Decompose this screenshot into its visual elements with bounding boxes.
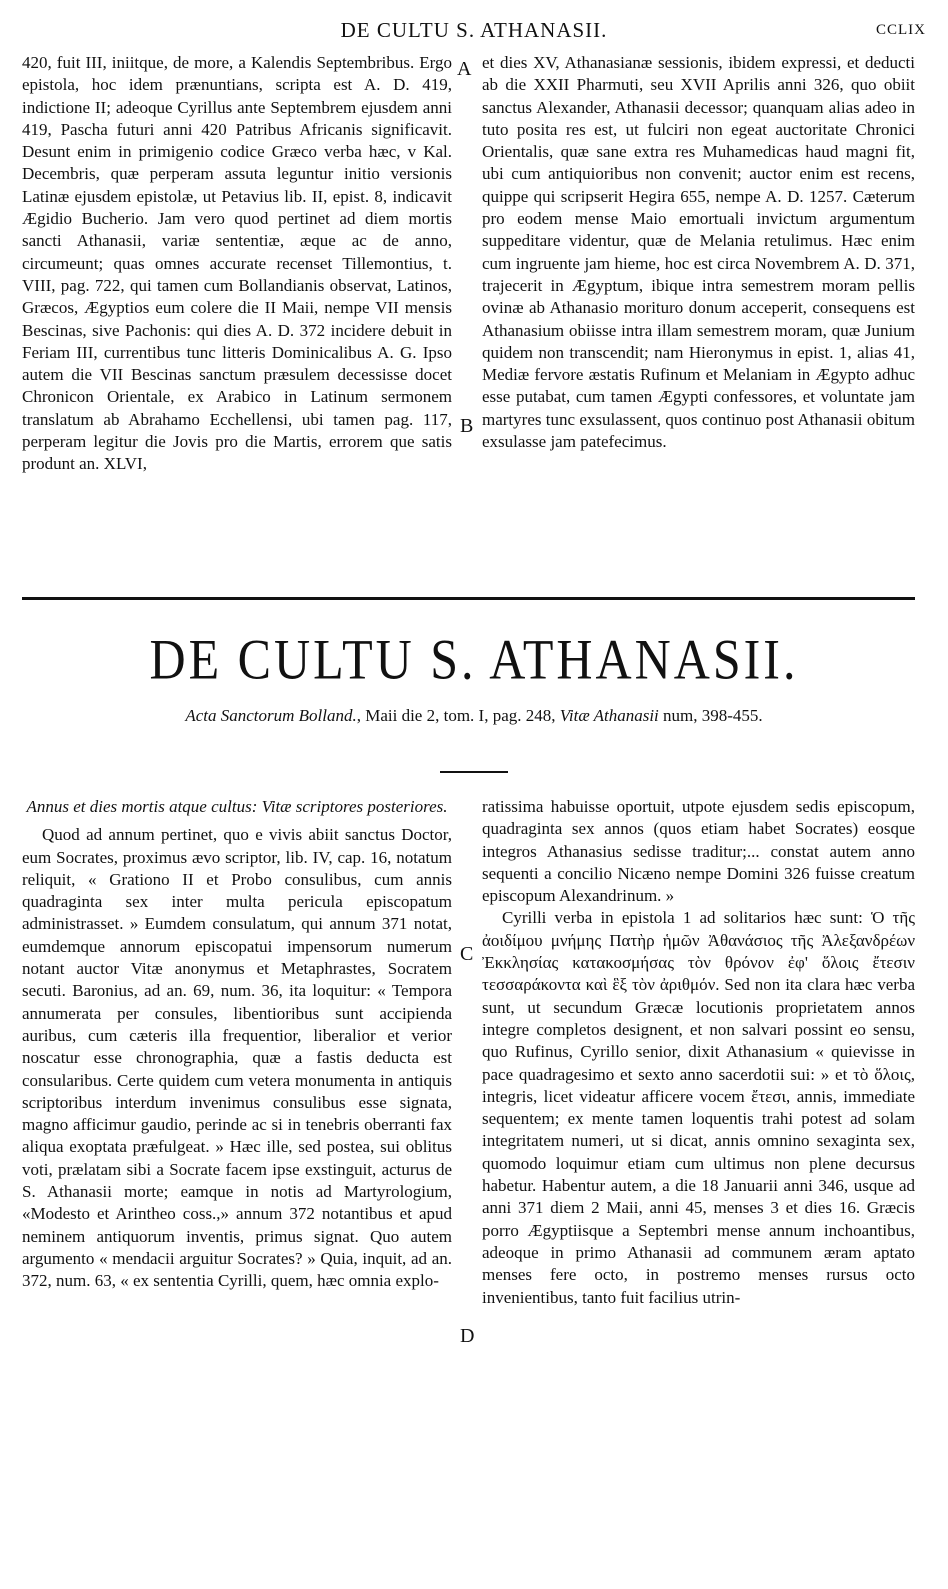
section-subheading: Annus et dies mortis atque cultus: Vitæ scriptores posteriores. <box>26 797 448 816</box>
running-head <box>22 18 926 46</box>
bottom-right-text-1: ratissima habuisse oportuit, utpote ejusdem sedis episcopum, quadraginta sex annos (quos etiam habet Socrates) eosque integros Athanasius sedisse traditur;... constat autem anno sequenti a concilio Nicæno nempe Domini 326 fuisse creatum episcopum Alexandrinum. » <box>482 797 915 906</box>
top-right-text: et dies XV, Athanasianæ sessionis, ibidem expressi, et deducti ab die XXII Pharmuti, seu XVII Aprilis anni 326, quo obiit sanctus Alexander, Athanasii decessor; quanquam alias adeo in tuto posita res est, ut fulciri non egeat auctoritate Chronici Orientalis, quæ sane extra res Muhamedicas haud magni fit, ubi cum antiquioribus non convenit; auctor enim est recens, quippe qui scripserit Hegira 655, nempe A. D. 1257. Cæterum pro eodem mense Maio emortuali invictum argumentum suppeditare videntur, quæ de Melania retulimus. Hæc enim cum ingruente jam hieme, hoc est circa Novembrem A. D. 371, trajecerit in Ægyptum, ibique intra semestrem moram pellis ovinæ ab Athanasio morituro donum acceperit, consequens est Athanasium obiisse intra illam semestrem moram, quæ Junium quidem non transcendit; nam Hieronymus in epist. 1, alias 41, Mediæ fervore æstatis Rufinum et Melaniam in Ægypto adhuc esse putabat, cum tamen Ægypti confessores, et voluntate jam martyres tunc exsulassent, quos continuo post Athanasii obitum exsulasse jam patefecimus. <box>482 53 915 452</box>
running-title: DE CULTU S. ATHANASII. <box>340 18 608 42</box>
bottom-left-text: Quod ad annum pertinet, quo e vivis abiit sanctus Doctor, eum Socrates, proximus ævo scriptor, lib. IV, cap. 16, notatum reliquit, « Grationo II et Probo consulibus, cum annis quadraginta sex inter multa pericula episcopatum administrasset. » Eumdem consulatum, qui annum 371 notat, eumdemque annorum episcopatui impensorum numerum notant auctor Vitæ anonymus et Metaphrastes, Socratem secuti. Baronius, ad an. 69, num. 36, ita loquitur: « Tempora annumerata per consules, libentioribus sunt accipienda auribus, cum cæteris illa frequentior, liberalior et verior noscatur esse chronographia, quæ a fastis deducta est consularibus. Certe quidem cum vetera monumenta in antiquis scriptoribus interdum invenimus consulibus esse signata, magno afficimur gaudio, perinde ac si in tenebris oberranti fax aliqua exoptata præfulgeat. » Hæc ille, sed postea, sui oblitus voti, prælatam sibi a Socrate facem ipse exstinguit, acturus de S. Athanasii morte; eamque in notis ad Martyrologium, «Modesto et Arintheo coss.,» annum 372 notantibus et apud neminem antiquorum inventis, primus signat. Quo autem argumento « mendacii arguitur Socrates? » Quia, inquit, ad an. 372, num. 63, « ex sententia Cyrilli, quem, hæc omnia explo- <box>22 825 452 1291</box>
source-part-1: Acta Sanctorum Bolland. <box>185 706 357 725</box>
top-left-text: 420, fuit III, iniitque, de more, a Kalendis Septembribus. Ergo epistola, hoc idem prænuntians, scripta est A. D. 419, indictione II; adeoque Cyrillus ante Septembrem ejusdem anni 419, Pascha futuri anni 420 Patribus Africanis significavit. Desunt enim in primigenio codice Græco verba hæc, v Kal. Decembris, quæ perperam assuta leguntur initio versionis Latinæ ejusdem epistolæ, ut Petavius lib. II, epist. 8, indicavit Ægidio Bucherio. Jam vero quod pertinet ad diem mortis sancti Athanasii, variæ sententiæ, æque ac de anno, circumeunt; quas omnes accurate recenset Tillemontius, t. VIII, pag. 722, qui tamen cum Bollandianis observat, Latinos, Græcos, Ægyptios eum colere die II Maii, nempe VII mensis Bescinas, sive Pachonis: qui dies A. D. 372 incidere debuit in Feriam III, currentibus tunc litteris Dominicalibus A. G. Ipso autem die VII Bescinas sanctum præsulem decessisse docet Chronicon Orientale, ex Arabico in Latinum sermonem translatum ab Abrahamo Ecchellensi, ubi tamen pag. 117, perperam legitur die Jovis pro die Martis, errorem que satis produnt an. XLVI, <box>22 53 452 474</box>
source-part-3: Vitæ Athanasii <box>559 706 659 725</box>
page-number: CCLIX <box>876 22 926 38</box>
margin-letter-b: B <box>460 415 474 437</box>
source-part-4: num, 398-455. <box>658 706 763 725</box>
source-citation <box>150 706 798 726</box>
margin-letter-a: A <box>457 58 472 80</box>
margin-letter-d: D <box>460 1325 475 1347</box>
bottom-right-text-2: Cyrilli verba in epistola 1 ad solitarios hæc sunt: Ὁ τῆς ἀοιδίμου μνήμης Πατὴρ ἡμῶν Ἀθανάσιος τῆς Ἀλεξανδρέων Ἐκκλησίας κατακοσμήσας τὸν θρόνον ἐφ' ὅλοις ἔτεσιν τεσσαράκοντα καὶ ἓξ τὸν ἀριθμόν. Sed non ita clara hæc verba sunt, ut secundum Græcæ locutionis proprietatem annos integre completos designent, et non salvari possint eo sensu, quo Rufinus, Cyrillo senior, dixit Athanasium « quievisse in pace quadragesimo et sexto anno sacerdotii sui: » et τὸ ὅλοις, integris, licet videatur afficere vocem ἔτεσι, annis, immediate sequentem; ex mente tamen loquentis trahi potest ad solam integritatem numeri, ut si dicat, annis omnino sexaginta sex, quomodo loquimur etiam cum ultimus non plene decursus habetur. Habentur autem, a die 18 Januarii anni 346, usque ad anni 371 diem 2 Maii, anni 45, menses 3 et dies 16. Græcis porro Ægyptiisque a Septembri mense annum inchoantibus, adeoque in primo Athanasii ad communem æram aptato menses fere octo, in postremo menses rursus octo invenientibus, tanto fuit facilius utrin- <box>482 908 916 1307</box>
bottom-left-column <box>22 796 452 1293</box>
section-divider <box>22 597 915 600</box>
main-title: DE CULTU S. ATHANASII. <box>149 626 799 692</box>
short-rule <box>440 771 508 773</box>
top-left-column <box>22 52 452 476</box>
margin-letter-c: C <box>460 943 474 965</box>
bottom-right-column <box>482 796 915 1309</box>
source-part-2: , Maii die 2, tom. I, pag. 248, <box>356 706 560 725</box>
top-right-column <box>482 52 915 453</box>
